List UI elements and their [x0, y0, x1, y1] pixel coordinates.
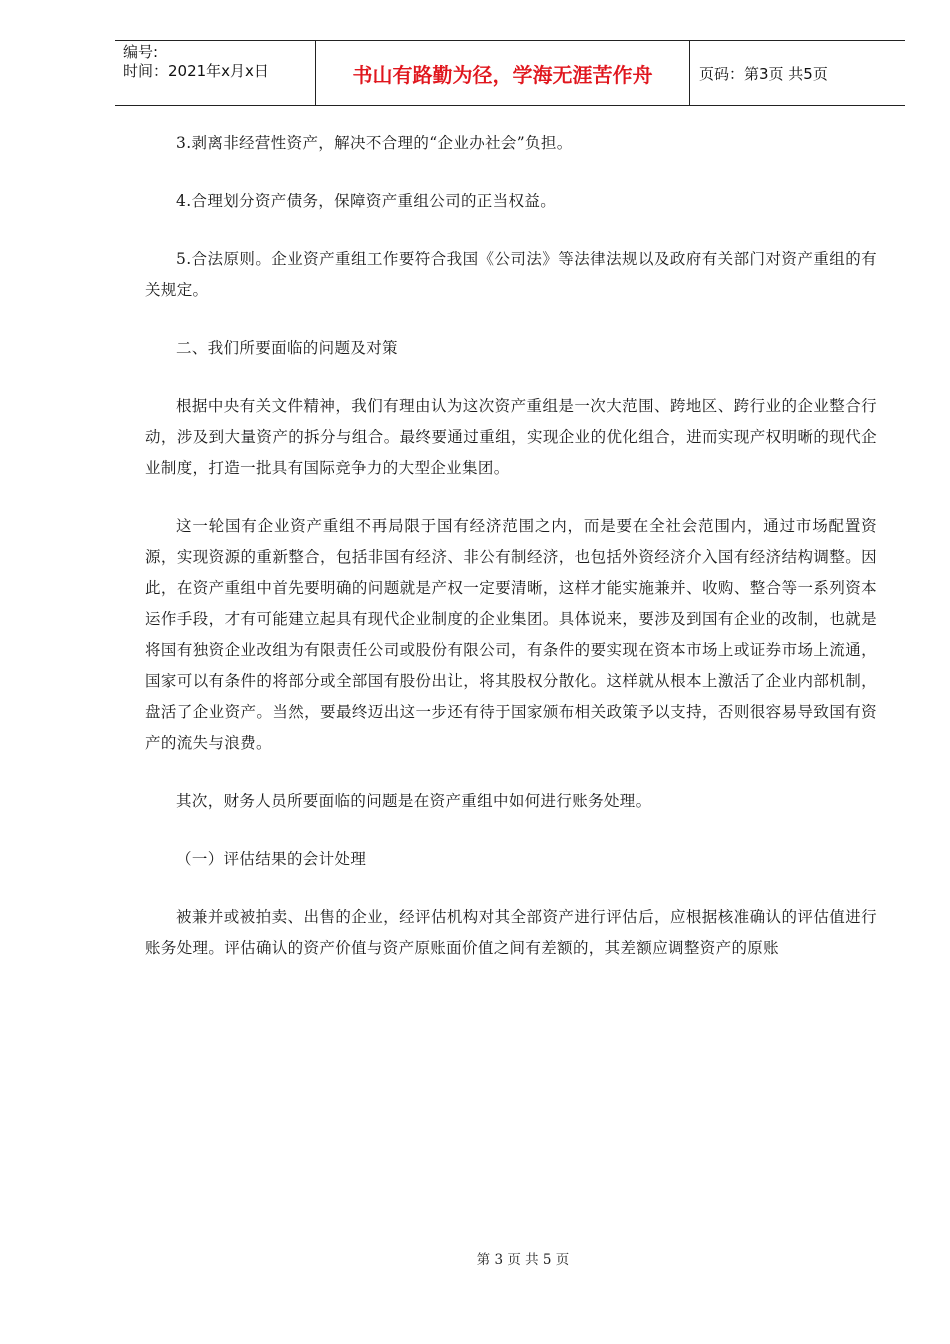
- paragraph: 被兼并或被拍卖、出售的企业，经评估机构对其全部资产进行评估后，应根据核准确认的评估值进行账务处理。评估确认的资产价值与资产原账面价值之间有差额的，其差额应调整资产的原账: [145, 908, 877, 957]
- page-footer: 第 3 页 共 5 页: [476, 1252, 570, 1268]
- document-body: [145, 128, 877, 991]
- subsection-heading: （一）评估结果的会计处理: [176, 850, 367, 868]
- page-header: [115, 40, 905, 106]
- section-heading: 二、我们所要面临的问题及对策: [176, 339, 398, 357]
- paragraph: 其次，财务人员所要面临的问题是在资产重组中如何进行账务处理。: [176, 792, 652, 810]
- time-label: 时间：2021年x月x日: [123, 62, 269, 80]
- paragraph: 3.剥离非经营性资产，解决不合理的“企业办社会”负担。: [176, 134, 573, 152]
- paragraph: 5.合法原则。企业资产重组工作要符合我国《公司法》等法律法规以及政府有关部门对资产重组的有关规定。: [145, 250, 877, 299]
- header-slogan: 书山有路勤为径，学海无涯苦作舟: [315, 41, 690, 105]
- paragraph: 这一轮国有企业资产重组不再局限于国有经济范围之内，而是要在全社会范围内，通过市场配置资源，实现资源的重新整合，包括非国有经济、非公有制经济，也包括外资经济介入国有经济结构调整。因此，在资产重组中首先要明确的问题就是产权一定要清晰，这样才能实施兼并、收购、整合等一系列资本运作手段，才有可能建立起具有现代企业制度的企业集团。具体说来，要涉及到国有企业的改制，也就是将国有独资企业改组为有限责任公司或股份有限公司，有条件的要实现在资本市场上或证券市场上流通，国家可以有条件的将部分或全部国有股份出让，将其股权分散化。这样就从根本上激活了企业内部机制，盘活了企业资产。当然，要最终迈出这一步还有待于国家颁布相关政策予以支持，否则很容易导致国有资产的流失与浪费。: [145, 517, 877, 752]
- header-meta: [115, 41, 315, 105]
- header-page-label: 页码：第3页 共5页: [699, 64, 828, 83]
- paragraph: 根据中央有关文件精神，我们有理由认为这次资产重组是一次大范围、跨地区、跨行业的企业整合行动，涉及到大量资产的拆分与组合。最终要通过重组，实现企业的优化组合，进而实现产权明晰的现代企业制度，打造一批具有国际竞争力的大型企业集团。: [145, 397, 877, 477]
- paragraph: 4.合理划分资产债务，保障资产重组公司的正当权益。: [176, 192, 557, 210]
- number-label: 编号:: [123, 43, 159, 61]
